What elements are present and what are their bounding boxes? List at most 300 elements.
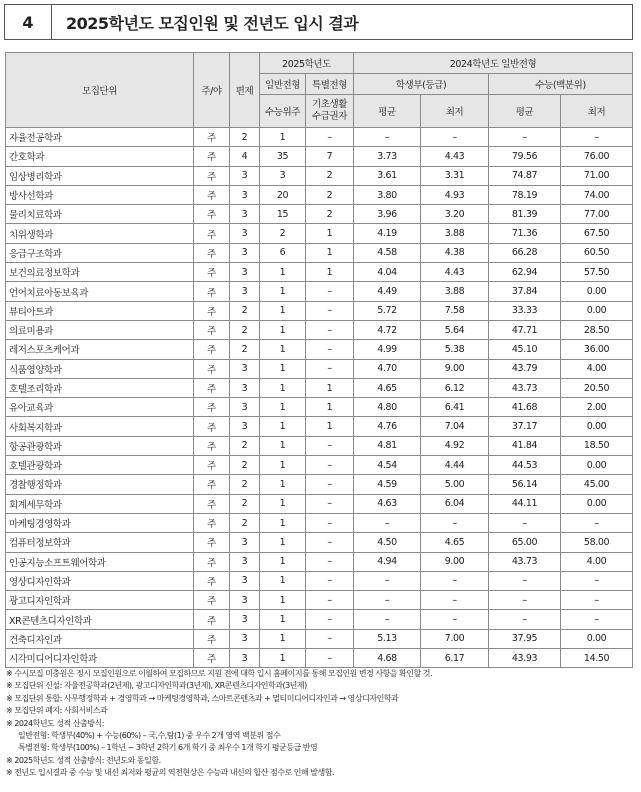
- special-basic-living-count: –: [306, 301, 354, 320]
- department-name: 호텔조리학과: [6, 378, 194, 397]
- department-name: 인공지능소프트웨어학과: [6, 552, 194, 571]
- special-basic-living-count: 1: [306, 224, 354, 243]
- suneung-avg: 81.39: [489, 205, 561, 224]
- special-basic-living-count: –: [306, 494, 354, 513]
- special-basic-living-count: –: [306, 436, 354, 455]
- adjusted-years: 3: [230, 378, 260, 397]
- adjusted-years: 3: [230, 591, 260, 610]
- general-suneung-count: 1: [260, 571, 306, 590]
- record-min: 3.88: [421, 282, 489, 301]
- record-min: 9.00: [421, 552, 489, 571]
- suneung-avg: 66.28: [489, 243, 561, 262]
- record-min: –: [421, 571, 489, 590]
- special-basic-living-count: –: [306, 340, 354, 359]
- record-avg: 4.04: [354, 263, 421, 282]
- department-name: 시각미디어디자인학과: [6, 649, 194, 668]
- special-basic-living-count: 7: [306, 147, 354, 166]
- suneung-avg: 43.73: [489, 552, 561, 571]
- general-suneung-count: 2: [260, 224, 306, 243]
- day-night: 주: [194, 166, 230, 185]
- record-avg: –: [354, 591, 421, 610]
- record-min: –: [421, 128, 489, 147]
- col-header-special: 특별전형: [306, 74, 354, 95]
- general-suneung-count: 1: [260, 629, 306, 648]
- adjusted-years: 2: [230, 128, 260, 147]
- table-row: [6, 166, 633, 185]
- suneung-avg: 43.93: [489, 649, 561, 668]
- suneung-avg: 74.87: [489, 166, 561, 185]
- adjusted-years: 3: [230, 649, 260, 668]
- suneung-avg: –: [489, 513, 561, 532]
- department-name: 사회복지학과: [6, 417, 194, 436]
- adjusted-years: 2: [230, 301, 260, 320]
- general-suneung-count: 1: [260, 456, 306, 475]
- table-row: [6, 417, 633, 436]
- special-basic-living-count: 1: [306, 417, 354, 436]
- record-min: 7.04: [421, 417, 489, 436]
- department-name: 응급구조학과: [6, 243, 194, 262]
- department-name: 의료미용과: [6, 320, 194, 339]
- department-name: 유아교육과: [6, 398, 194, 417]
- suneung-min: 14.50: [561, 649, 633, 668]
- table-row: [6, 205, 633, 224]
- table-row: [6, 263, 633, 282]
- footnotes: [6, 668, 631, 780]
- day-night: 주: [194, 591, 230, 610]
- record-avg: 3.61: [354, 166, 421, 185]
- table-row: [6, 320, 633, 339]
- day-night: 주: [194, 571, 230, 590]
- record-avg: 4.80: [354, 398, 421, 417]
- general-suneung-count: 1: [260, 320, 306, 339]
- table-row: [6, 128, 633, 147]
- department-name: 레저스포츠케어과: [6, 340, 194, 359]
- day-night: 주: [194, 494, 230, 513]
- adjusted-years: 2: [230, 456, 260, 475]
- suneung-min: –: [561, 610, 633, 629]
- col-header-adjusted: 편제: [230, 53, 260, 128]
- department-name: 물리치료학과: [6, 205, 194, 224]
- day-night: 주: [194, 359, 230, 378]
- page-title: 2025학년도 모집인원 및 전년도 입시 결과: [66, 13, 359, 33]
- table-row: [6, 436, 633, 455]
- table-row: [6, 649, 633, 668]
- general-suneung-count: 6: [260, 243, 306, 262]
- suneung-avg: 44.53: [489, 456, 561, 475]
- record-avg: 4.70: [354, 359, 421, 378]
- suneung-avg: 71.36: [489, 224, 561, 243]
- suneung-avg: –: [489, 610, 561, 629]
- general-suneung-count: 1: [260, 263, 306, 282]
- record-avg: –: [354, 513, 421, 532]
- suneung-min: 18.50: [561, 436, 633, 455]
- suneung-min: 76.00: [561, 147, 633, 166]
- adjusted-years: 3: [230, 552, 260, 571]
- adjusted-years: 2: [230, 513, 260, 532]
- suneung-avg: 37.95: [489, 629, 561, 648]
- special-basic-living-count: 2: [306, 205, 354, 224]
- general-suneung-count: 1: [260, 610, 306, 629]
- record-min: 5.00: [421, 475, 489, 494]
- special-basic-living-count: –: [306, 456, 354, 475]
- day-night: 주: [194, 282, 230, 301]
- group-header-2025: 2025학년도: [260, 53, 354, 74]
- day-night: 주: [194, 533, 230, 552]
- col-header-record-min: 최저: [421, 95, 489, 128]
- col-header-basic-living: [306, 95, 354, 128]
- footnote-line: ※ 2024학년도 성적 산출방식:: [6, 718, 104, 728]
- table-row: [6, 243, 633, 262]
- table-row: [6, 494, 633, 513]
- record-avg: 3.80: [354, 185, 421, 204]
- adjusted-years: 2: [230, 475, 260, 494]
- special-basic-living-count: 2: [306, 185, 354, 204]
- record-min: 5.64: [421, 320, 489, 339]
- record-min: 5.38: [421, 340, 489, 359]
- table-row: [6, 610, 633, 629]
- general-suneung-count: 35: [260, 147, 306, 166]
- department-name: 치위생학과: [6, 224, 194, 243]
- department-name: XR콘텐츠디자인학과: [6, 610, 194, 629]
- general-suneung-count: 1: [260, 591, 306, 610]
- general-suneung-count: 1: [260, 340, 306, 359]
- adjusted-years: 3: [230, 398, 260, 417]
- table-row: [6, 301, 633, 320]
- day-night: 주: [194, 417, 230, 436]
- day-night: 주: [194, 205, 230, 224]
- special-basic-living-count: –: [306, 282, 354, 301]
- general-suneung-count: 1: [260, 398, 306, 417]
- suneung-avg: 78.19: [489, 185, 561, 204]
- admissions-table: [5, 52, 633, 668]
- adjusted-years: 3: [230, 224, 260, 243]
- day-night: 주: [194, 475, 230, 494]
- special-basic-living-count: –: [306, 475, 354, 494]
- record-min: 4.44: [421, 456, 489, 475]
- record-avg: 4.59: [354, 475, 421, 494]
- special-basic-living-count: –: [306, 513, 354, 532]
- suneung-min: 2.00: [561, 398, 633, 417]
- suneung-min: 0.00: [561, 456, 633, 475]
- day-night: 주: [194, 320, 230, 339]
- suneung-avg: –: [489, 128, 561, 147]
- suneung-min: –: [561, 571, 633, 590]
- record-min: 4.38: [421, 243, 489, 262]
- record-avg: 4.63: [354, 494, 421, 513]
- general-suneung-count: 1: [260, 359, 306, 378]
- department-name: 간호학과: [6, 147, 194, 166]
- suneung-min: 0.00: [561, 301, 633, 320]
- record-avg: 5.72: [354, 301, 421, 320]
- record-min: 6.41: [421, 398, 489, 417]
- special-basic-living-count: –: [306, 571, 354, 590]
- footnote-line: ※ 전년도 입시결과 중 수능 및 내신 최저와 평균의 역전현상은 수능과 내신의 합산 점수로 인해 발생함.: [6, 768, 335, 778]
- record-min: 7.58: [421, 301, 489, 320]
- record-avg: 4.50: [354, 533, 421, 552]
- department-name: 방사선학과: [6, 185, 194, 204]
- special-basic-living-count: –: [306, 128, 354, 147]
- group-header-2024: 2024학년도 일반전형: [354, 53, 633, 74]
- table-row: [6, 147, 633, 166]
- day-night: 주: [194, 398, 230, 417]
- special-basic-living-count: –: [306, 533, 354, 552]
- col-header-general: 일반전형: [260, 74, 306, 95]
- special-basic-living-count: –: [306, 552, 354, 571]
- record-avg: 4.94: [354, 552, 421, 571]
- adjusted-years: 3: [230, 610, 260, 629]
- suneung-avg: 65.00: [489, 533, 561, 552]
- suneung-avg: –: [489, 571, 561, 590]
- record-avg: –: [354, 610, 421, 629]
- special-basic-living-count: 1: [306, 398, 354, 417]
- suneung-min: –: [561, 513, 633, 532]
- record-avg: 3.73: [354, 147, 421, 166]
- col-header-suneung: 수능(백분위): [489, 74, 633, 95]
- table-row: [6, 282, 633, 301]
- special-basic-living-count: –: [306, 359, 354, 378]
- general-suneung-count: 1: [260, 436, 306, 455]
- day-night: 주: [194, 513, 230, 532]
- table-row: [6, 629, 633, 648]
- adjusted-years: 3: [230, 263, 260, 282]
- suneung-min: 4.00: [561, 552, 633, 571]
- basic-living-line2: 수급권자: [311, 111, 348, 122]
- suneung-min: 4.00: [561, 359, 633, 378]
- record-min: 4.43: [421, 263, 489, 282]
- special-basic-living-count: –: [306, 649, 354, 668]
- general-suneung-count: 1: [260, 417, 306, 436]
- record-avg: –: [354, 128, 421, 147]
- record-avg: 4.65: [354, 378, 421, 397]
- suneung-avg: 44.11: [489, 494, 561, 513]
- adjusted-years: 2: [230, 494, 260, 513]
- day-night: 주: [194, 243, 230, 262]
- record-min: 3.88: [421, 224, 489, 243]
- table-row: [6, 552, 633, 571]
- record-avg: 4.54: [354, 456, 421, 475]
- table-row: [6, 378, 633, 397]
- day-night: 주: [194, 147, 230, 166]
- day-night: 주: [194, 128, 230, 147]
- department-name: 건축디자인과: [6, 629, 194, 648]
- adjusted-years: 3: [230, 166, 260, 185]
- suneung-min: –: [561, 128, 633, 147]
- day-night: 주: [194, 224, 230, 243]
- adjusted-years: 3: [230, 571, 260, 590]
- record-min: –: [421, 610, 489, 629]
- day-night: 주: [194, 552, 230, 571]
- record-min: 4.43: [421, 147, 489, 166]
- general-suneung-count: 15: [260, 205, 306, 224]
- special-basic-living-count: –: [306, 320, 354, 339]
- suneung-min: –: [561, 591, 633, 610]
- suneung-avg: 43.79: [489, 359, 561, 378]
- department-name: 경찰행정학과: [6, 475, 194, 494]
- suneung-min: 77.00: [561, 205, 633, 224]
- table-row: [6, 513, 633, 532]
- record-min: 3.31: [421, 166, 489, 185]
- record-min: 6.12: [421, 378, 489, 397]
- department-name: 회계세무학과: [6, 494, 194, 513]
- department-name: 광고디자인학과: [6, 591, 194, 610]
- suneung-avg: 37.84: [489, 282, 561, 301]
- department-name: 뷰티아트과: [6, 301, 194, 320]
- general-suneung-count: 1: [260, 494, 306, 513]
- footnote-line: ※ 2025학년도 성적 산출방식: 전년도와 동일함.: [6, 755, 161, 765]
- suneung-avg: 33.33: [489, 301, 561, 320]
- suneung-min: 0.00: [561, 417, 633, 436]
- record-avg: 4.81: [354, 436, 421, 455]
- record-min: –: [421, 591, 489, 610]
- table-row: [6, 591, 633, 610]
- table-row: [6, 340, 633, 359]
- col-header-unit: 모집단위: [6, 53, 194, 128]
- record-min: 6.04: [421, 494, 489, 513]
- record-avg: 5.13: [354, 629, 421, 648]
- record-min: 6.17: [421, 649, 489, 668]
- day-night: 주: [194, 649, 230, 668]
- general-suneung-count: 1: [260, 301, 306, 320]
- section-number: 4: [5, 5, 52, 39]
- table-row: [6, 185, 633, 204]
- basic-living-line1: 기초생활: [311, 99, 348, 110]
- col-header-suneung-focus: 수능위주: [260, 95, 306, 128]
- department-name: 언어치료아동보육과: [6, 282, 194, 301]
- special-basic-living-count: 1: [306, 243, 354, 262]
- department-name: 영상디자인학과: [6, 571, 194, 590]
- record-avg: 4.99: [354, 340, 421, 359]
- general-suneung-count: 1: [260, 513, 306, 532]
- adjusted-years: 3: [230, 533, 260, 552]
- day-night: 주: [194, 629, 230, 648]
- suneung-min: 67.50: [561, 224, 633, 243]
- suneung-avg: –: [489, 591, 561, 610]
- department-name: 컴퓨터정보학과: [6, 533, 194, 552]
- table-row: [6, 456, 633, 475]
- general-suneung-count: 1: [260, 475, 306, 494]
- general-suneung-count: 1: [260, 649, 306, 668]
- record-min: 4.65: [421, 533, 489, 552]
- department-name: 호텔관광학과: [6, 456, 194, 475]
- department-name: 항공관광학과: [6, 436, 194, 455]
- adjusted-years: 2: [230, 340, 260, 359]
- general-suneung-count: 1: [260, 533, 306, 552]
- special-basic-living-count: 1: [306, 263, 354, 282]
- general-suneung-count: 1: [260, 552, 306, 571]
- table-row: [6, 224, 633, 243]
- day-night: 주: [194, 340, 230, 359]
- page-header: [4, 4, 633, 40]
- suneung-avg: 37.17: [489, 417, 561, 436]
- general-suneung-count: 20: [260, 185, 306, 204]
- footnote-line: ※ 수시모집 미충원은 정시 모집인원으로 이월하여 모집하므로 지원 전에 대학 입시 홈페이지를 통해 모집인원 변경 사항을 확인할 것.: [6, 669, 433, 678]
- footnote-line: ※ 모집단위 폐지: 사회서비스과: [6, 706, 108, 716]
- record-avg: 4.76: [354, 417, 421, 436]
- adjusted-years: 3: [230, 359, 260, 378]
- record-avg: 4.49: [354, 282, 421, 301]
- col-header-record-avg: 평균: [354, 95, 421, 128]
- general-suneung-count: 1: [260, 128, 306, 147]
- record-avg: 4.19: [354, 224, 421, 243]
- record-min: 7.00: [421, 629, 489, 648]
- record-avg: 3.96: [354, 205, 421, 224]
- record-avg: 4.68: [354, 649, 421, 668]
- day-night: 주: [194, 263, 230, 282]
- record-min: 4.93: [421, 185, 489, 204]
- table-row: [6, 475, 633, 494]
- adjusted-years: 3: [230, 243, 260, 262]
- col-header-student-record: 학생부(등급): [354, 74, 489, 95]
- adjusted-years: 2: [230, 436, 260, 455]
- record-min: 9.00: [421, 359, 489, 378]
- day-night: 주: [194, 301, 230, 320]
- suneung-min: 36.00: [561, 340, 633, 359]
- department-name: 식품영양학과: [6, 359, 194, 378]
- suneung-min: 74.00: [561, 185, 633, 204]
- record-min: 4.92: [421, 436, 489, 455]
- special-basic-living-count: –: [306, 591, 354, 610]
- record-min: –: [421, 513, 489, 532]
- department-name: 임상병리학과: [6, 166, 194, 185]
- department-name: 마케팅경영학과: [6, 513, 194, 532]
- footnote-line: ※ 모집단위 신설: 자율전공학과(2년제), 광고디자인학과(3년제), XR콘텐츠디자인학과(3년제): [6, 681, 307, 691]
- suneung-min: 0.00: [561, 282, 633, 301]
- suneung-avg: 47.71: [489, 320, 561, 339]
- record-avg: 4.58: [354, 243, 421, 262]
- special-basic-living-count: 2: [306, 166, 354, 185]
- suneung-min: 0.00: [561, 494, 633, 513]
- record-avg: 4.72: [354, 320, 421, 339]
- suneung-min: 0.00: [561, 629, 633, 648]
- record-avg: –: [354, 571, 421, 590]
- suneung-min: 71.00: [561, 166, 633, 185]
- day-night: 주: [194, 378, 230, 397]
- special-basic-living-count: –: [306, 629, 354, 648]
- suneung-min: 60.50: [561, 243, 633, 262]
- general-suneung-count: 1: [260, 378, 306, 397]
- suneung-avg: 43.73: [489, 378, 561, 397]
- adjusted-years: 3: [230, 629, 260, 648]
- adjusted-years: 3: [230, 205, 260, 224]
- suneung-min: 58.00: [561, 533, 633, 552]
- footnote-line: 특별전형: 학생부(100%) – 1학년 ~ 3학년 2학기 6개 학기 중 최우수 1개 학기 평균등급 반영: [18, 743, 318, 753]
- col-header-suneung-avg: 평균: [489, 95, 561, 128]
- adjusted-years: 4: [230, 147, 260, 166]
- suneung-min: 57.50: [561, 263, 633, 282]
- suneung-min: 28.50: [561, 320, 633, 339]
- record-min: 3.20: [421, 205, 489, 224]
- general-suneung-count: 1: [260, 282, 306, 301]
- suneung-min: 20.50: [561, 378, 633, 397]
- day-night: 주: [194, 610, 230, 629]
- suneung-avg: 62.94: [489, 263, 561, 282]
- table-row: [6, 359, 633, 378]
- special-basic-living-count: –: [306, 610, 354, 629]
- department-name: 보건의료정보학과: [6, 263, 194, 282]
- adjusted-years: 3: [230, 282, 260, 301]
- table-row: [6, 398, 633, 417]
- suneung-avg: 41.68: [489, 398, 561, 417]
- general-suneung-count: 3: [260, 166, 306, 185]
- adjusted-years: 2: [230, 320, 260, 339]
- suneung-avg: 56.14: [489, 475, 561, 494]
- suneung-min: 45.00: [561, 475, 633, 494]
- footnote-line: ※ 모집단위 통합: 사무행정학과 + 경영학과 → 마케팅경영학과, 스마트콘텐츠과 + 멀티미디어디자인과 → 영상디자인학과: [6, 693, 399, 703]
- adjusted-years: 3: [230, 417, 260, 436]
- suneung-avg: 79.56: [489, 147, 561, 166]
- adjusted-years: 3: [230, 185, 260, 204]
- suneung-avg: 45.10: [489, 340, 561, 359]
